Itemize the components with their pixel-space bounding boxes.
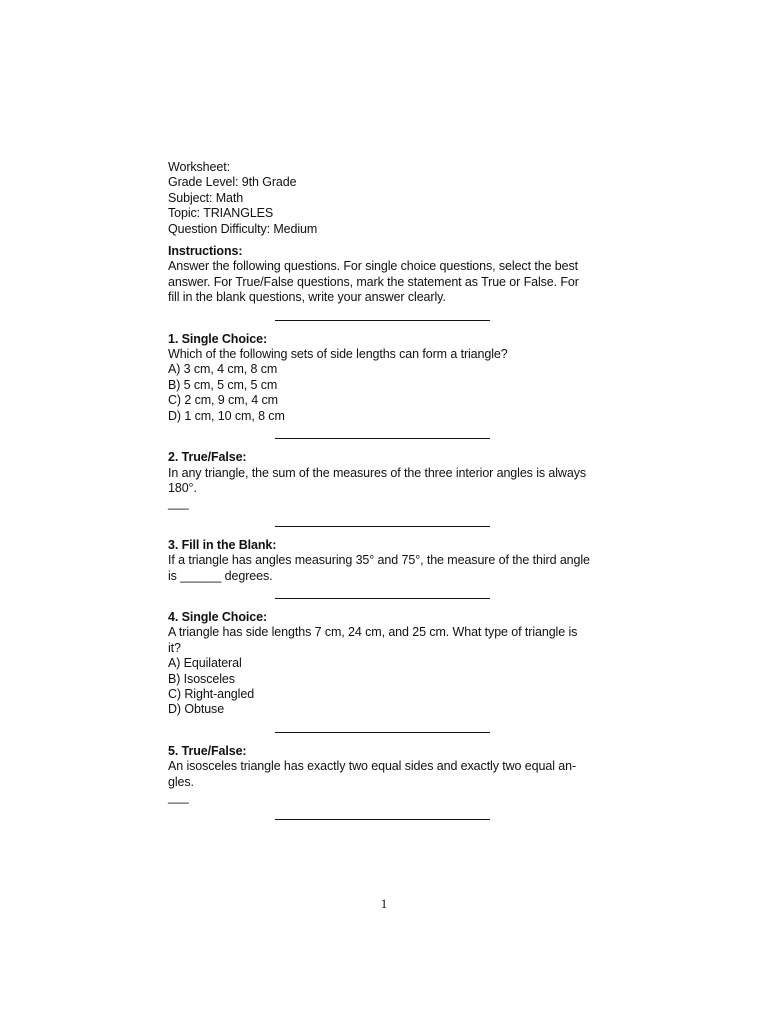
difficulty: Question Difficulty: Medium: [168, 221, 318, 236]
page-number: 1: [380, 896, 388, 911]
answer-blank[interactable]: ___: [168, 790, 189, 804]
instructions-title: Instructions:: [168, 244, 243, 259]
question-title: 4. Single Choice:: [168, 609, 268, 624]
question-text: Which of the following sets of side lengths can form a triangle?: [168, 347, 508, 362]
answer-option[interactable]: C) 2 cm, 9 cm, 4 cm: [168, 393, 278, 408]
question-text: 180°.: [168, 480, 197, 495]
question-text: it?: [168, 640, 181, 655]
answer-option[interactable]: A) Equilateral: [168, 656, 242, 671]
question-text: A triangle has side lengths 7 cm, 24 cm, and 25 cm. What type of triangle is: [168, 625, 578, 640]
question-3: [168, 538, 604, 584]
answer-blank[interactable]: ___: [168, 496, 189, 511]
instructions-line: Answer the following questions. For single choice questions, select the best: [168, 259, 578, 274]
question-text: An isosceles triangle has exactly two equal sides and exactly two equal an-: [168, 759, 577, 774]
answer-option[interactable]: D) Obtuse: [168, 702, 225, 717]
answer-option[interactable]: B) 5 cm, 5 cm, 5 cm: [168, 377, 278, 392]
divider: [275, 819, 490, 820]
divider: [275, 526, 490, 527]
question-4: [168, 610, 604, 718]
question-text: gles.: [168, 774, 194, 789]
question-5: [168, 744, 604, 806]
worksheet-meta: [168, 160, 604, 237]
topic: Topic: TRIANGLES: [168, 206, 274, 221]
question-title: 5. True/False:: [168, 743, 247, 758]
divider: [275, 598, 490, 599]
question-title: 1. Single Choice:: [168, 331, 268, 346]
question-1: [168, 332, 604, 424]
question-text[interactable]: is ______ degrees.: [168, 568, 273, 583]
instructions-line: fill in the blank questions, write your answer clearly.: [168, 290, 446, 305]
question-title: 2. True/False:: [168, 450, 247, 465]
question-2: [168, 450, 604, 512]
instructions-line: answer. For True/False questions, mark the statement as True or False. For: [168, 274, 579, 289]
answer-option[interactable]: B) Isosceles: [168, 671, 235, 686]
worksheet-page: [168, 160, 604, 820]
divider: [275, 320, 490, 321]
answer-option[interactable]: C) Right-angled: [168, 686, 255, 701]
grade-level: Grade Level: 9th Grade: [168, 175, 297, 190]
divider: [275, 732, 490, 733]
worksheet-label: Worksheet:: [168, 160, 230, 174]
divider: [275, 438, 490, 439]
question-title: 3. Fill in the Blank:: [168, 537, 277, 552]
answer-option[interactable]: D) 1 cm, 10 cm, 8 cm: [168, 408, 285, 423]
instructions-block: [168, 244, 604, 306]
answer-option[interactable]: A) 3 cm, 4 cm, 8 cm: [168, 362, 278, 377]
question-text: In any triangle, the sum of the measures of the three interior angles is always: [168, 465, 587, 480]
question-text: If a triangle has angles measuring 35° and 75°, the measure of the third angle: [168, 553, 590, 568]
subject: Subject: Math: [168, 190, 244, 205]
